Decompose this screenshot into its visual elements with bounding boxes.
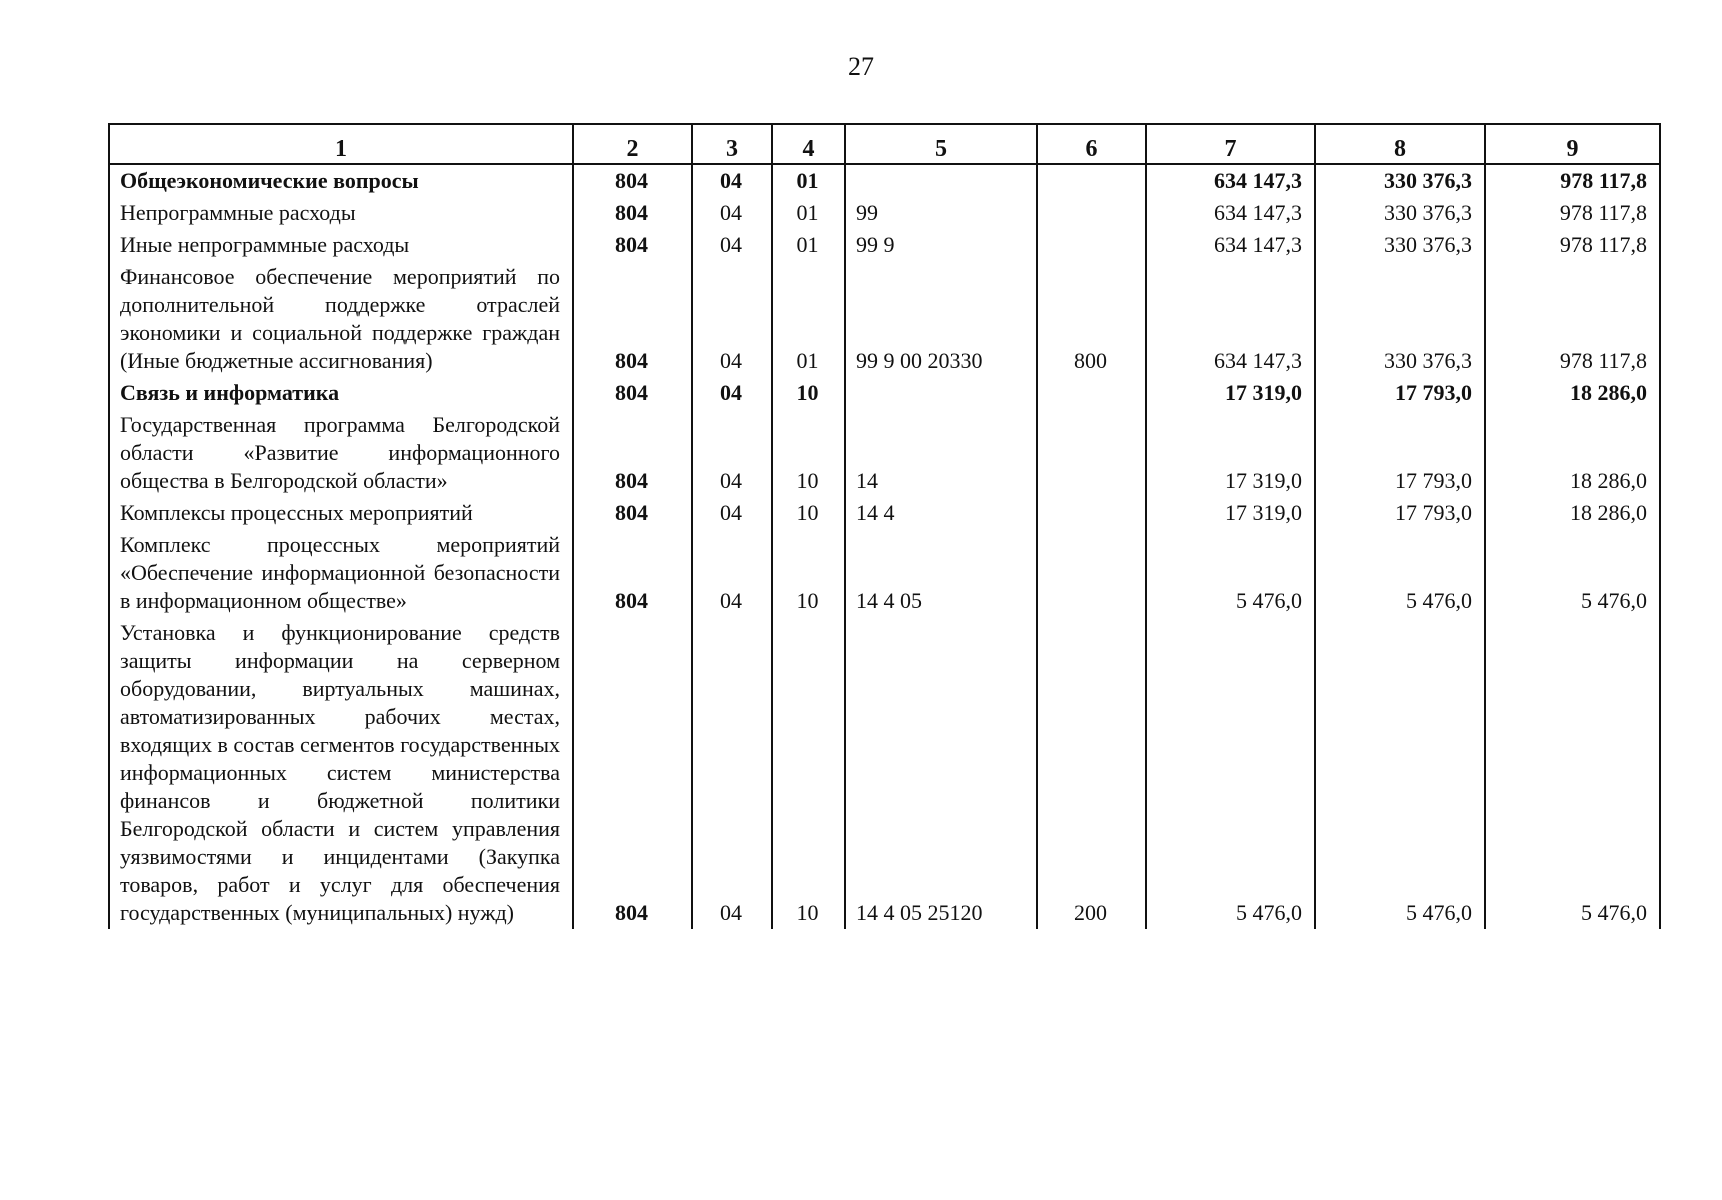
section-code: 04 xyxy=(692,229,772,261)
target-item-code xyxy=(845,377,1037,409)
amount-col-7: 634 147,3 xyxy=(1146,229,1315,261)
table-row xyxy=(109,377,1660,409)
amount-col-8: 17 793,0 xyxy=(1315,409,1485,497)
row-name: Связь и информатика xyxy=(109,377,573,409)
row-name: Общеэкономические вопросы xyxy=(109,164,573,197)
column-header: 2 xyxy=(573,124,692,164)
table-row xyxy=(109,164,1660,197)
expense-type-code xyxy=(1037,409,1146,497)
section-code: 04 xyxy=(692,497,772,529)
section-code: 04 xyxy=(692,164,772,197)
amount-col-9: 18 286,0 xyxy=(1485,409,1660,497)
subsection-code: 01 xyxy=(772,197,845,229)
amount-col-7: 17 319,0 xyxy=(1146,377,1315,409)
target-item-code: 14 xyxy=(845,409,1037,497)
amount-col-8: 330 376,3 xyxy=(1315,261,1485,377)
expense-type-code: 200 xyxy=(1037,617,1146,929)
table-row xyxy=(109,261,1660,377)
column-header: 3 xyxy=(692,124,772,164)
amount-col-8: 330 376,3 xyxy=(1315,164,1485,197)
column-header: 1 xyxy=(109,124,573,164)
dept-code: 804 xyxy=(573,197,692,229)
amount-col-7: 634 147,3 xyxy=(1146,261,1315,377)
header-row xyxy=(109,124,1660,164)
expense-type-code xyxy=(1037,164,1146,197)
amount-col-8: 330 376,3 xyxy=(1315,197,1485,229)
amount-col-9: 978 117,8 xyxy=(1485,261,1660,377)
section-code: 04 xyxy=(692,409,772,497)
amount-col-9: 978 117,8 xyxy=(1485,197,1660,229)
amount-col-8: 5 476,0 xyxy=(1315,617,1485,929)
page-number: 27 xyxy=(848,52,874,81)
column-header: 7 xyxy=(1146,124,1315,164)
amount-col-9: 18 286,0 xyxy=(1485,377,1660,409)
row-name: Финансовое обеспечение мероприятий по дополнительной поддержке отраслей экономики и социальной поддержке граждан (Иные бюджетные ассигнования) xyxy=(109,261,573,377)
amount-col-7: 634 147,3 xyxy=(1146,164,1315,197)
column-header: 6 xyxy=(1037,124,1146,164)
dept-code: 804 xyxy=(573,529,692,617)
section-code: 04 xyxy=(692,529,772,617)
expense-type-code xyxy=(1037,377,1146,409)
subsection-code: 10 xyxy=(772,409,845,497)
section-code: 04 xyxy=(692,197,772,229)
row-name: Комплекс процессных мероприятий «Обеспечение информационной безопасности в информационном обществе» xyxy=(109,529,573,617)
row-name: Комплексы процессных мероприятий xyxy=(109,497,573,529)
target-item-code: 99 9 xyxy=(845,229,1037,261)
target-item-code: 14 4 05 25120 xyxy=(845,617,1037,929)
table-row xyxy=(109,229,1660,261)
subsection-code: 01 xyxy=(772,261,845,377)
dept-code: 804 xyxy=(573,261,692,377)
table-row xyxy=(109,409,1660,497)
dept-code: 804 xyxy=(573,377,692,409)
table-row xyxy=(109,497,1660,529)
table-row xyxy=(109,529,1660,617)
table-row xyxy=(109,197,1660,229)
row-name: Иные непрограммные расходы xyxy=(109,229,573,261)
amount-col-9: 978 117,8 xyxy=(1485,229,1660,261)
section-code: 04 xyxy=(692,377,772,409)
target-item-code: 14 4 05 xyxy=(845,529,1037,617)
column-header: 4 xyxy=(772,124,845,164)
amount-col-9: 5 476,0 xyxy=(1485,529,1660,617)
dept-code: 804 xyxy=(573,617,692,929)
row-name: Государственная программа Белгородской области «Развитие информационного общества в Белгородской области» xyxy=(109,409,573,497)
subsection-code: 01 xyxy=(772,229,845,261)
section-code: 04 xyxy=(692,617,772,929)
amount-col-8: 17 793,0 xyxy=(1315,377,1485,409)
expense-type-code xyxy=(1037,197,1146,229)
expense-type-code xyxy=(1037,529,1146,617)
amount-col-9: 18 286,0 xyxy=(1485,497,1660,529)
subsection-code: 01 xyxy=(772,164,845,197)
target-item-code: 14 4 xyxy=(845,497,1037,529)
dept-code: 804 xyxy=(573,229,692,261)
table-row xyxy=(109,617,1660,929)
amount-col-7: 17 319,0 xyxy=(1146,409,1315,497)
section-code: 04 xyxy=(692,261,772,377)
subsection-code: 10 xyxy=(772,497,845,529)
target-item-code: 99 9 00 20330 xyxy=(845,261,1037,377)
target-item-code xyxy=(845,164,1037,197)
column-header: 8 xyxy=(1315,124,1485,164)
target-item-code: 99 xyxy=(845,197,1037,229)
column-header: 5 xyxy=(845,124,1037,164)
amount-col-7: 634 147,3 xyxy=(1146,197,1315,229)
dept-code: 804 xyxy=(573,497,692,529)
expense-type-code xyxy=(1037,229,1146,261)
subsection-code: 10 xyxy=(772,529,845,617)
amount-col-7: 5 476,0 xyxy=(1146,617,1315,929)
row-name: Непрограммные расходы xyxy=(109,197,573,229)
subsection-code: 10 xyxy=(772,377,845,409)
amount-col-8: 330 376,3 xyxy=(1315,229,1485,261)
amount-col-9: 5 476,0 xyxy=(1485,617,1660,929)
expense-type-code: 800 xyxy=(1037,261,1146,377)
row-name: Установка и функционирование средств защиты информации на серверном оборудовании, виртуальных машинах, автоматизированных рабочих местах, входящих в состав сегментов государственных информационных систем министерства финансов и бюджетной политики Белгородской области и систем управления уязвимостями и инцидентами (Закупка товаров, работ и услуг для обеспечения государственных (муниципальных) нужд) xyxy=(109,617,573,929)
amount-col-7: 5 476,0 xyxy=(1146,529,1315,617)
subsection-code: 10 xyxy=(772,617,845,929)
amount-col-8: 17 793,0 xyxy=(1315,497,1485,529)
amount-col-8: 5 476,0 xyxy=(1315,529,1485,617)
amount-col-9: 978 117,8 xyxy=(1485,164,1660,197)
dept-code: 804 xyxy=(573,409,692,497)
column-header: 9 xyxy=(1485,124,1660,164)
amount-col-7: 17 319,0 xyxy=(1146,497,1315,529)
budget-table xyxy=(108,123,1661,929)
expense-type-code xyxy=(1037,497,1146,529)
dept-code: 804 xyxy=(573,164,692,197)
